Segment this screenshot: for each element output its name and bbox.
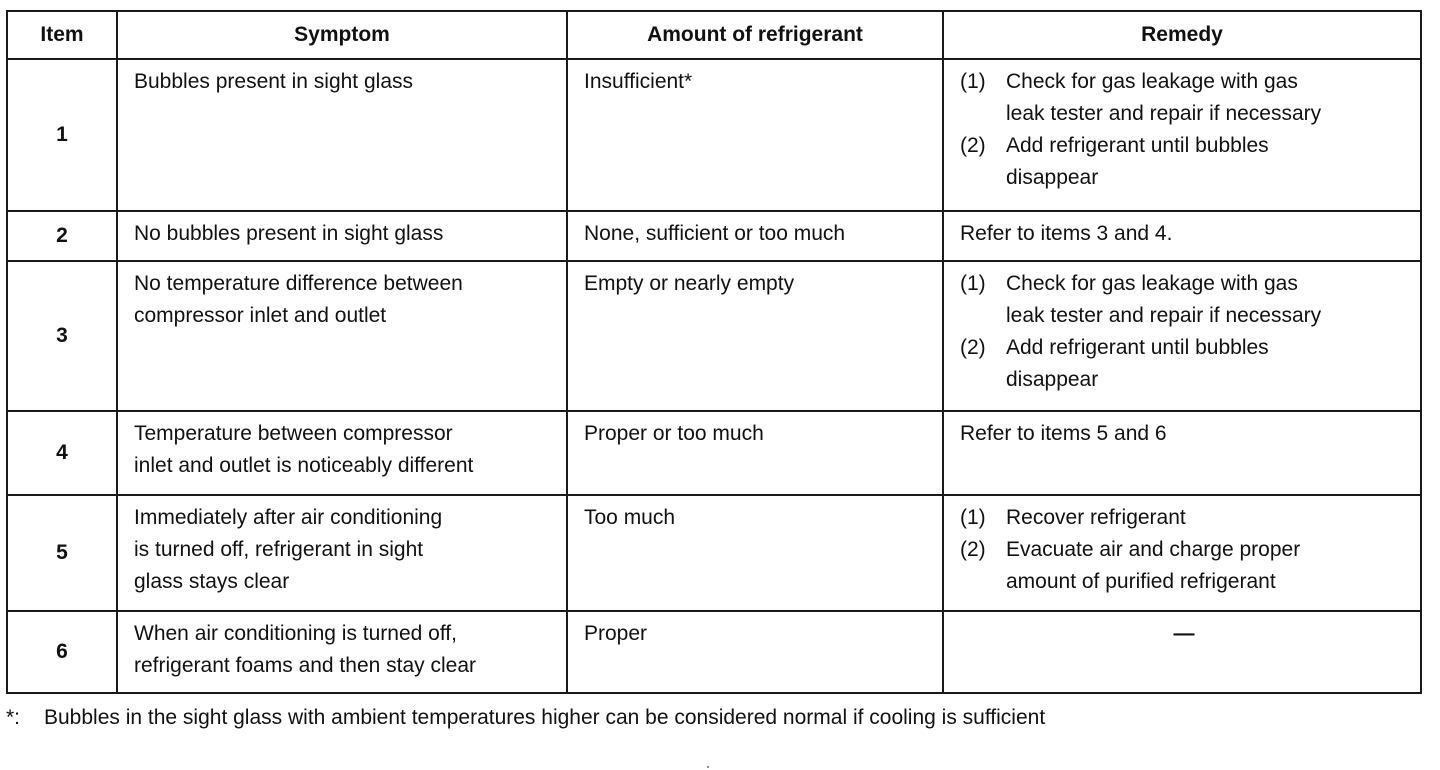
remedy-step-line: amount of purified refrigerant (1006, 570, 1276, 593)
remedy-step (960, 534, 1408, 598)
remedy-step-number: (2) (960, 538, 986, 561)
remedy-step-line: disappear (1006, 368, 1099, 391)
symptom-line: Immediately after air conditioning (134, 506, 443, 529)
remedy-step-line: leak tester and repair if necessary (1006, 304, 1322, 327)
amount-text: Too much (584, 506, 676, 529)
table-header (7, 11, 1421, 59)
symptom-text (118, 496, 566, 602)
remedy-text: Refer to items 3 and 4. (960, 222, 1173, 245)
footnote-text: Bubbles in the sight glass with ambient temperatures higher can be considered normal if cooling is sufficient (44, 706, 1046, 729)
amount-cell (567, 211, 943, 261)
remedy-none-dash: — (1173, 622, 1195, 645)
remedy-step-line: Add refrigerant until bubbles (1006, 336, 1269, 359)
symptom-cell (117, 411, 567, 495)
header-row (7, 11, 1421, 59)
symptom-line: refrigerant foams and then stay clear (134, 654, 477, 677)
symptom-cell (117, 59, 567, 211)
symptom-text (118, 262, 566, 336)
item-number: 2 (7, 211, 117, 261)
symptom-line: inlet and outlet is noticeably different (134, 454, 474, 477)
footnote (6, 702, 1045, 734)
remedy-step-line: Evacuate air and charge proper (1006, 538, 1301, 561)
table-row (7, 261, 1421, 411)
remedy-cell (943, 495, 1421, 611)
remedy-cell (943, 611, 1421, 693)
remedy-step (960, 130, 1408, 194)
remedy-cell (943, 59, 1421, 211)
amount-cell (567, 411, 943, 495)
amount-cell (567, 495, 943, 611)
symptom-line: compressor inlet and outlet (134, 304, 387, 327)
table-row (7, 411, 1421, 495)
table-row (7, 611, 1421, 693)
symptom-cell (117, 495, 567, 611)
symptom-cell (117, 261, 567, 411)
remedy-cell (943, 411, 1421, 495)
remedy-step-line: leak tester and repair if necessary (1006, 102, 1322, 125)
amount-text: None, sufficient or too much (584, 222, 846, 245)
remedy-cell (943, 261, 1421, 411)
symptom-line: When air conditioning is turned off, (134, 622, 457, 645)
remedy-steps (960, 66, 1408, 194)
refrigerant-diagnosis-table (6, 10, 1422, 694)
header-amount: Amount of refrigerant (567, 11, 943, 59)
footnote-mark: *: (6, 706, 21, 729)
remedy-text: Refer to items 5 and 6 (960, 422, 1167, 445)
header-remedy: Remedy (943, 11, 1421, 59)
remedy-step-number: (1) (960, 506, 986, 529)
amount-text: Insufficient* (584, 70, 693, 93)
remedy-step (960, 66, 1408, 130)
header-item: Item (7, 11, 117, 59)
symptom-text (118, 60, 566, 102)
remedy-step (960, 332, 1408, 396)
symptom-line: glass stays clear (134, 570, 290, 593)
symptom-line: No temperature difference between (134, 272, 463, 295)
remedy-step (960, 502, 1408, 534)
table-body (7, 59, 1421, 693)
table-row (7, 495, 1421, 611)
table-row (7, 211, 1421, 261)
item-number: 4 (7, 411, 117, 495)
remedy-step (960, 268, 1408, 332)
amount-text: Proper (584, 622, 648, 645)
item-number: 5 (7, 495, 117, 611)
amount-text: Empty or nearly empty (584, 272, 795, 295)
remedy-step-line: Add refrigerant until bubbles (1006, 134, 1269, 157)
amount-cell (567, 261, 943, 411)
remedy-step-line: disappear (1006, 166, 1099, 189)
symptom-line: is turned off, refrigerant in sight (134, 538, 424, 561)
remedy-steps (960, 268, 1408, 396)
refrigerant-diagnosis-table-wrapper (6, 10, 1420, 694)
symptom-line: Bubbles present in sight glass (134, 70, 413, 93)
remedy-step-line: Recover refrigerant (1006, 506, 1186, 529)
item-number: 3 (7, 261, 117, 411)
remedy-step-line: Check for gas leakage with gas (1006, 272, 1298, 295)
table-row (7, 59, 1421, 211)
remedy-step-line: Check for gas leakage with gas (1006, 70, 1298, 93)
remedy-steps (960, 502, 1408, 598)
symptom-line: No bubbles present in sight glass (134, 222, 444, 245)
remedy-cell (943, 211, 1421, 261)
header-symptom: Symptom (117, 11, 567, 59)
remedy-step-number: (2) (960, 336, 986, 359)
symptom-cell (117, 211, 567, 261)
remedy-step-number: (1) (960, 272, 986, 295)
remedy-step-number: (1) (960, 70, 986, 93)
amount-cell (567, 59, 943, 211)
symptom-cell (117, 611, 567, 693)
symptom-text (118, 212, 566, 254)
amount-text: Proper or too much (584, 422, 764, 445)
remedy-step-number: (2) (960, 134, 986, 157)
symptom-line: Temperature between compressor (134, 422, 453, 445)
symptom-text (118, 612, 566, 686)
amount-cell (567, 611, 943, 693)
symptom-text (118, 412, 566, 486)
scan-speck (707, 766, 709, 768)
item-number: 6 (7, 611, 117, 693)
item-number: 1 (7, 59, 117, 211)
